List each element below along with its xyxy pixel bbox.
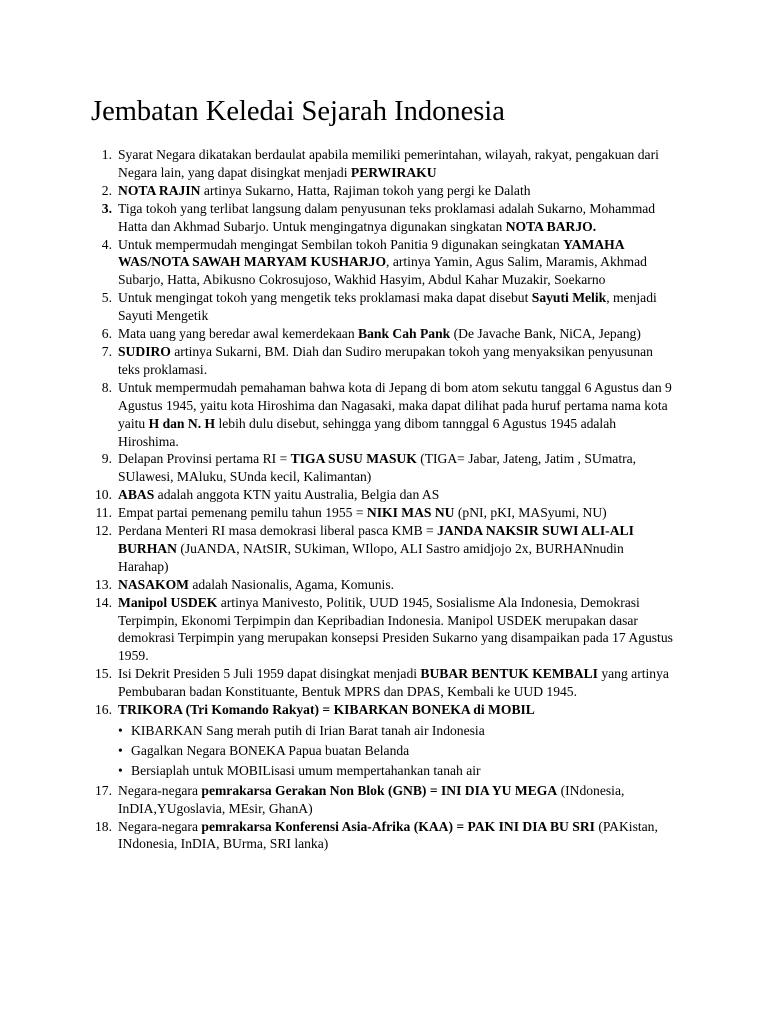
list-item-number: 2.: [101, 182, 112, 198]
bold-text-segment: pemrakarsa Gerakan Non Blok (GNB) = INI DIA YU MEGA: [201, 782, 558, 798]
list-item-number: 14.: [95, 594, 112, 610]
list-item-number: 11.: [95, 505, 112, 521]
bullet-item: • Gagalkan Negara BONEKA Papua buatan Belanda: [118, 742, 674, 760]
text-segment: artinya Sukarni, BM. Diah dan Sudiro merupakan tokoh yang menyaksikan penyusunan teks proklamasi.: [118, 343, 653, 377]
text-segment: Mata uang yang beredar awal kemerdekaan: [118, 326, 359, 342]
text-segment: artinya Sukarno, Hatta, Rajiman tokoh yang pergi ke Dalath: [200, 182, 531, 198]
list-item-text: [118, 577, 394, 592]
list-item-number: 16.: [95, 702, 112, 718]
bold-text-segment: NOTA RAJIN: [118, 182, 201, 198]
bold-text-segment: SUDIRO: [118, 343, 171, 359]
mnemonic-list: [84, 146, 674, 853]
text-segment: adalah anggota KTN yaitu Australia, Belgia dan AS: [154, 487, 440, 503]
list-item-number: 18.: [95, 818, 112, 834]
list-item: [84, 576, 674, 594]
list-item: [84, 343, 674, 379]
list-item-text: [118, 666, 669, 699]
list-item: [84, 486, 674, 504]
text-segment: adalah Nasionalis, Agama, Komunis.: [189, 576, 395, 592]
bold-text-segment: TIGA SUSU MASUK: [290, 451, 417, 467]
list-item-number: 17.: [95, 782, 112, 798]
list-item-text: [118, 183, 531, 198]
list-item: [84, 701, 674, 780]
list-item: [84, 504, 674, 522]
text-segment: lebih dulu disebut, sehingga yang dibom tannggal 6 Agustus 1945 adalah Hiroshima.: [118, 415, 617, 449]
text-segment: Untuk mengingat tokoh yang mengetik teks proklamasi maka dapat disebut: [118, 290, 532, 306]
list-item-text: [118, 702, 535, 717]
list-item-text: [118, 451, 636, 484]
text-segment: Delapan Provinsi pertama RI =: [118, 451, 291, 467]
list-item-number: 9.: [101, 451, 112, 467]
bold-text-segment: TRIKORA (Tri Komando Rakyat) = KIBARKAN BONEKA di MOBIL: [118, 702, 535, 718]
list-item-number: 5.: [101, 290, 112, 306]
bold-text-segment: YAMAHA WAS/NOTA SAWAH MARYAM KUSHARJO: [118, 236, 624, 270]
text-segment: , menjadi Sayuti Mengetik: [118, 290, 657, 324]
text-segment: Untuk mempermudah pemahaman bahwa kota di Jepang di bom atom sekutu tanggal 6 Agustus dan 9 Agustus 1945, yaitu kota Hiroshima dan Nagasaki, maka dapat dilihat pada huruf pertama nama kota yaitu: [118, 379, 672, 431]
list-item: [84, 818, 674, 854]
list-item-text: [118, 237, 647, 288]
list-item-number: 4.: [101, 236, 112, 252]
list-item: [84, 236, 674, 290]
list-item: [84, 200, 674, 236]
text-segment: Empat partai pemenang pemilu tahun 1955 =: [118, 505, 367, 521]
bold-text-segment: pemrakarsa Konferensi Asia-Afrika (KAA) = PAK INI DIA BU SRI: [201, 818, 595, 834]
bold-text-segment: ABAS: [118, 487, 155, 503]
bold-text-segment: NASAKOM: [118, 576, 189, 592]
list-item: [84, 379, 674, 451]
text-segment: (PAKistan, INdonesia, InDIA, BUrma, SRI lanka): [118, 818, 658, 852]
list-item-number: 10.: [95, 487, 112, 503]
list-item: [84, 450, 674, 486]
text-segment: (INdonesia, InDIA,YUgoslavia, MEsir, GhanA): [118, 782, 625, 816]
text-segment: (JuANDA, NAtSIR, SUkiman, WIlopo, ALI Sastro amidjojo 2x, BURHANnudin Harahap): [118, 540, 624, 574]
bullet-list: [118, 722, 674, 780]
list-item: [84, 594, 674, 666]
list-item-number: 8.: [101, 379, 112, 395]
bold-text-segment: PERWIRAKU: [350, 164, 437, 180]
text-segment: Negara-negara: [118, 818, 202, 834]
text-segment: Tiga tokoh yang terlibat langsung dalam penyusunan teks proklamasi adalah Sukarno, Mohammad Hatta dan Akhmad Subarjo. Untuk mengingatnya digunakan singkatan: [118, 200, 656, 234]
text-segment: Negara-negara: [118, 782, 202, 798]
list-item-text: [118, 290, 657, 323]
list-item: [84, 182, 674, 200]
list-item-text: [118, 595, 673, 664]
list-item: [84, 782, 674, 818]
list-item-number: 12.: [95, 523, 112, 539]
list-item: [84, 522, 674, 576]
list-item-number: 3.: [101, 200, 112, 216]
list-item: [84, 665, 674, 701]
page-title: Jembatan Keledai Sejarah Indonesia: [91, 96, 505, 127]
list-item-number: 6.: [101, 326, 112, 342]
bold-text-segment: JANDA NAKSIR SUWI ALI-ALI BURHAN: [118, 523, 634, 556]
list-item-number: 7.: [101, 343, 112, 359]
list-item-text: [118, 819, 658, 852]
list-item-text: [118, 505, 607, 520]
bullet-item: • KIBARKAN Sang merah putih di Irian Barat tanah air Indonesia: [118, 722, 674, 740]
text-segment: Untuk mempermudah mengingat Sembilan tokoh Panitia 9 digunakan seingkatan: [118, 236, 564, 252]
bold-text-segment: H dan N. H: [148, 415, 216, 431]
list-item-text: [118, 344, 653, 377]
bold-text-segment: Manipol USDEK: [118, 594, 218, 610]
bold-text-segment: Sayuti Melik: [531, 290, 607, 306]
list-item-text: [118, 201, 655, 234]
text-segment: yang artinya Pembubaran badan Konstituante, Bentuk MPRS dan DPAS, Kembali ke UUD 1945.: [118, 666, 669, 700]
text-segment: (pNI, pKI, MASyumi, NU): [454, 505, 607, 521]
bold-text-segment: NIKI MAS NU: [366, 505, 455, 521]
list-item-text: [118, 326, 641, 341]
list-item-text: [118, 147, 659, 180]
list-item: [84, 325, 674, 343]
text-segment: Perdana Menteri RI masa demokrasi liberal pasca KMB =: [118, 523, 438, 539]
text-segment: Syarat Negara dikatakan berdaulat apabila memiliki pemerintahan, wilayah, rakyat, pengakuan dari Negara lain, yang dapat disingkat menjadi: [118, 147, 659, 180]
bold-text-segment: BUBAR BENTUK KEMBALI: [420, 666, 598, 682]
text-segment: artinya Manivesto, Politik, UUD 1945, Sosialisme Ala Indonesia, Demokrasi Terpimpin, Ekonomi Terpimpin dan Kepribadian Indonesia. Manipol USDEK merupakan dasar demokrasi Terpimpin yang merupakan konsepsi Presiden Sukarno yang disampaikan pada 17 Agustus 1959.: [118, 594, 673, 664]
list-item-number: 15.: [95, 666, 112, 682]
bold-text-segment: NOTA BARJO.: [505, 218, 597, 234]
list-item-text: [118, 380, 672, 449]
list-item-text: [118, 783, 624, 816]
list-item-number: 13.: [95, 576, 112, 592]
text-segment: , artinya Yamin, Agus Salim, Maramis, Akhmad Subarjo, Hatta, Abikusno Cokrosujoso, Wakhid Hasyim, Abdul Kahar Muzakir, Soekarno: [118, 254, 647, 288]
list-item-text: [118, 523, 634, 574]
text-segment: (TIGA= Jabar, Jateng, Jatim , SUmatra, SUlawesi, MAluku, SUnda kecil, Kalimantan): [118, 451, 637, 485]
list-item-number: 1.: [101, 147, 112, 162]
bold-text-segment: Bank Cah Pank: [358, 326, 451, 342]
list-item: [84, 289, 674, 325]
list-item-text: [118, 487, 439, 502]
text-segment: Isi Dekrit Presiden 5 Juli 1959 dapat disingkat menjadi: [118, 666, 421, 682]
list-item: [84, 146, 674, 182]
bullet-item: • Bersiaplah untuk MOBILisasi umum mempertahankan tanah air: [118, 762, 674, 780]
text-segment: (De Javache Bank, NiCA, Jepang): [450, 326, 641, 342]
